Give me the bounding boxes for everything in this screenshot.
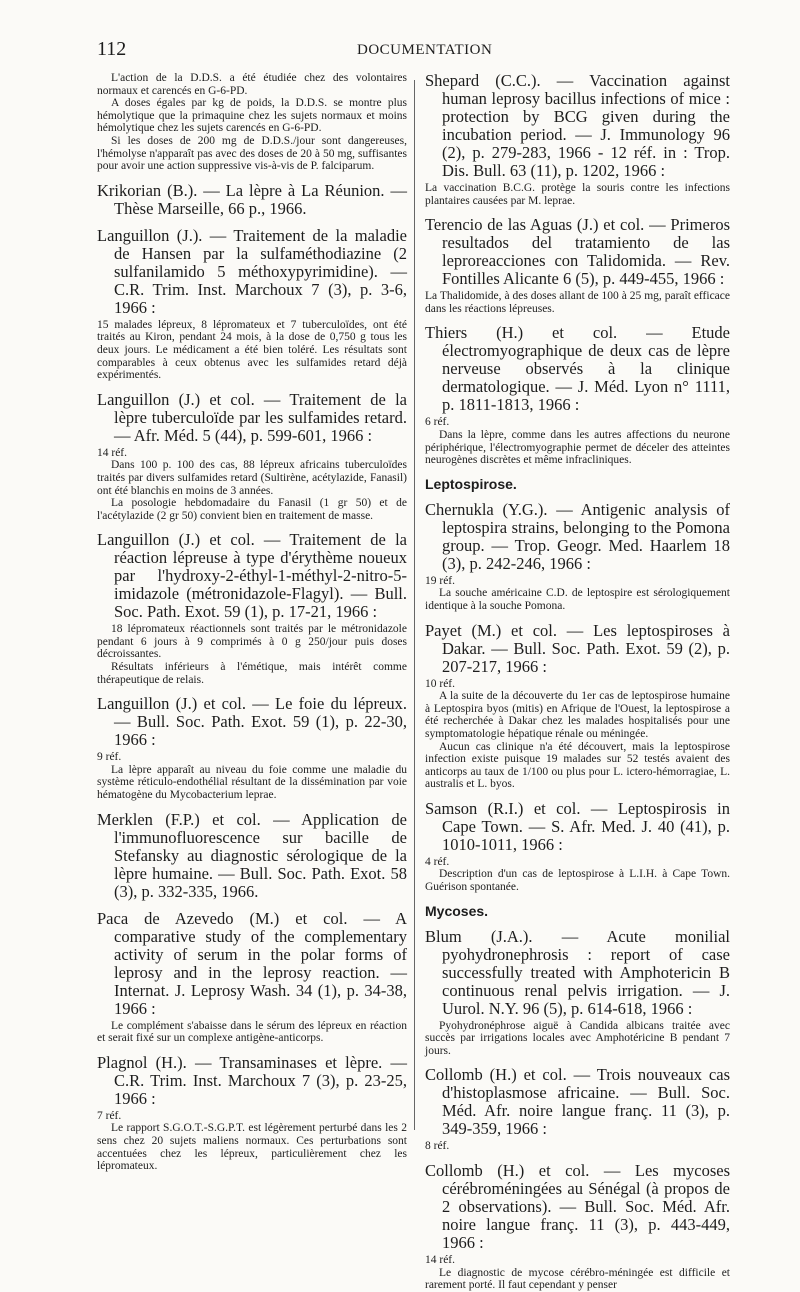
- citation: Blum (J.A.). — Acute monilial pyohydronephrosis : report of case successfully treated with Amphotericin B continuous renal pelvis irrigation. — J. Uurol. N.Y. 96 (5), p. 614-618, 1966 :: [425, 926, 730, 1018]
- entry-paca-de-azevedo: [97, 910, 407, 1045]
- abstract-paragraph: 15 malades lépreux, 8 lépromateux et 7 tuberculoïdes, ont été traités au Kiron, pendant 24 mois, à la dose de 0,750 g tous les deux jours. Le médicament a été bien toléré. Les résultats sont comparables à ceux obtenus avec les sulfamides retard déjà expérimentés.: [97, 318, 407, 382]
- abstract-paragraph: A la suite de la découverte du 1er cas de leptospirose humaine à Leptospira byos (mitis) en Afrique de l'Ouest, la leptospirose a été recherchée à Dakar chez les malades hospitalisés pour une symptomatologie hépatique rénale ou méningée.: [425, 690, 730, 740]
- abstract-paragraph: Dans 100 p. 100 des cas, 88 lépreux africains tuberculoïdes traités par divers sulfamides retard (Sultirène, acétylazide, Fanasil) ont été blanchis en moins de 3 années.: [97, 459, 407, 497]
- citation: Languillon (J.) et col. — Traitement de la lèpre tuberculoïde par les sulfamides retard. — Afr. Méd. 5 (44), p. 599-601, 1966 :: [97, 389, 407, 445]
- entry-blum: [425, 928, 730, 1058]
- reference-count: 6 réf.: [425, 416, 450, 429]
- entry-merklen: [97, 811, 407, 901]
- entry-thiers: [425, 324, 730, 466]
- citation: Languillon (J.) et col. — Le foie du lépreux. — Bull. Soc. Path. Exot. 59 (1), p. 22-30, 1966 :: [97, 694, 407, 750]
- entry-krikorian: [97, 182, 407, 218]
- abstract-paragraph: Le diagnostic de mycose cérébro-méningée est difficile et rarement porté. Il faut cependant y penser: [425, 1266, 730, 1292]
- page-header: [97, 38, 717, 68]
- page-number: 112: [97, 38, 127, 60]
- citation: Chernukla (Y.G.). — Antigenic analysis of leptospira strains, belonging to the Pomona group. — Trop. Geogr. Med. Haarlem 18 (3), p. 242-246, 1966 :: [425, 499, 730, 573]
- running-title: DOCUMENTATION: [357, 42, 493, 58]
- entry-samson: [425, 800, 730, 894]
- reference-count: 7 réf.: [97, 1109, 122, 1122]
- reference-count: 14 réf.: [425, 1254, 456, 1267]
- citation: Thiers (H.) et col. — Etude électromyographique de deux cas de lèpre nerveuse observés à la clinique dermatologique. — J. Méd. Lyon n° 1111, p. 1811-1813, 1966 :: [425, 323, 730, 415]
- section-heading-mycoses: Mycoses.: [425, 902, 489, 919]
- abstract-paragraph: Résultats inférieurs à l'émétique, mais intérêt comme thérapeutique de relais.: [97, 661, 407, 686]
- citation: Samson (R.I.) et col. — Leptospirosis in Cape Town. — S. Afr. Med. J. 40 (41), p. 1010-1011, 1966 :: [425, 798, 730, 854]
- citation: Collomb (H.) et col. — Les mycoses cérébroméningées au Sénégal (à propos de 2 observations). — Bull. Soc. Méd. Afr. noire langue franç. 11 (3), p. 443-449, 1966 :: [425, 1161, 730, 1253]
- abstract-paragraph: Aucun cas clinique n'a été découvert, mais la leptospirose infection existe puisque 19 malades sur 52 testés avaient des anticorps au taux de 1/100 ou plus pour L. ictero-hémorragiae, L. australis et L. byos.: [425, 740, 730, 791]
- abstract-paragraph: Pyohydronéphrose aiguë à Candida albicans traitée avec succès par irrigations locales avec Amphotéricine B pendant 7 jours.: [425, 1019, 730, 1057]
- citation: Languillon (J.). — Traitement de la maladie de Hansen par la sulfaméthodiazine (2 sulfanilamido 5 méthoxypyrimidine). — C.R. Trim. Inst. Marchoux 7 (3), p. 3-6, 1966 :: [97, 225, 407, 317]
- reference-count: 4 réf.: [425, 855, 450, 868]
- abstract-paragraph: Description d'un cas de leptospirose à L.I.H. à Cape Town. Guérison spontanée.: [425, 868, 730, 894]
- entry-languillon-sulfamethodiazine: [97, 227, 407, 382]
- section-heading-leptospirose: Leptospirose.: [425, 475, 517, 492]
- entry-plagnol: [97, 1054, 407, 1173]
- right-column: [425, 71, 730, 1292]
- entry-languillon-foie: [97, 695, 407, 801]
- entry-collomb-mycoses: [425, 1162, 730, 1292]
- abstract-paragraph: La Thalidomide, à des doses allant de 100 à 25 mg, paraît efficace dans les réactions lépreuses.: [425, 290, 730, 315]
- intro-abstract: [97, 72, 407, 173]
- entry-languillon-erytheme: [97, 531, 407, 686]
- citation: Shepard (C.C.). — Vaccination against human leprosy bacillus infections of mice : protection by BCG given during the incubation period. — J. Immunology 96 (2), p. 279-283, 1966 - 12 réf. in : Trop. Dis. Bull. 63 (11), p. 1202, 1966 :: [425, 71, 730, 180]
- citation: Payet (M.) et col. — Les leptospiroses à Dakar. — Bull. Soc. Path. Exot. 59 (2), p. 207-217, 1966 :: [425, 620, 730, 676]
- abstract-paragraph: A doses égales par kg de poids, la D.D.S. se montre plus hémolytique que la primaquine chez les sujets normaux et moins hémolytique chez les sujets carencés en G-6-PD.: [97, 97, 407, 135]
- reference-count: 10 réf.: [425, 677, 456, 690]
- abstract-paragraph: Le rapport S.G.O.T.-S.G.P.T. est légèrement perturbé dans les 2 sens chez 20 sujets maliens normaux. Ces perturbations sont accentuées chez les lépreux, particulièrement chez les lépromateux.: [97, 1122, 407, 1173]
- abstract-paragraph: La souche américaine C.D. de leptospire est sérologiquement identique à la souche Pomona.: [425, 587, 730, 612]
- entry-payet: [425, 622, 730, 791]
- reference-count: 14 réf.: [97, 446, 128, 459]
- abstract-paragraph: La posologie hebdomadaire du Fanasil (1 gr 50) et de l'acétylazide (2 gr 50) convient bien en traitement de masse.: [97, 497, 407, 522]
- citation: Merklen (F.P.) et col. — Application de l'immunofluorescence sur bacille de Stefansky au diagnostic sérologique de la lèpre humaine. — Bull. Soc. Path. Exot. 58 (3), p. 332-335, 1966.: [97, 809, 407, 901]
- abstract-paragraph: Le complément s'abaisse dans le sérum des lépreux en réaction et serait fixé sur un complexe antigène-anticorps.: [97, 1019, 407, 1045]
- abstract-paragraph: Si les doses de 200 mg de D.D.S./jour sont dangereuses, l'hémolyse n'apparaît pas avec des doses de 20 à 50 mg, suffisantes pour avoir une action suppressive vis-à-vis de P. falciparum.: [97, 134, 407, 173]
- abstract-paragraph: La lèpre apparaît au niveau du foie comme une maladie du système réticulo-endothélial résultant de la dissémination par voie hématogène du Mycobacterium leprae.: [97, 763, 407, 802]
- citation: Collomb (H.) et col. — Trois nouveaux cas d'histoplasmose africaine. — Bull. Soc. Méd. Afr. noire langue franç. 11 (3), p. 349-359, 1966 :: [425, 1065, 730, 1139]
- citation: Terencio de las Aguas (J.) et col. — Primeros resultados del tratamiento de las leproreacciones con Talidomida. — Rev. Fontilles Alicante 6 (5), p. 449-455, 1966 :: [425, 215, 730, 289]
- reference-count: 19 réf.: [425, 574, 456, 587]
- entry-terencio: [425, 216, 730, 315]
- column-divider: [414, 80, 415, 1130]
- entry-languillon-tuberculoide: [97, 391, 407, 523]
- citation: Plagnol (H.). — Transaminases et lèpre. — C.R. Trim. Inst. Marchoux 7 (3), p. 23-25, 1966 :: [97, 1052, 407, 1108]
- abstract-paragraph: 18 lépromateux réactionnels sont traités par le métronidazole pendant 6 jours à 9 comprimés à 0 g 250/jour puis doses décroissantes.: [97, 623, 407, 661]
- abstract-paragraph: Dans la lèpre, comme dans les autres affections du neurone périphérique, l'électromyographie permet de déceler des atteintes neurogènes discrètes et même infracliniques.: [425, 428, 730, 467]
- entry-chernukla: [425, 501, 730, 613]
- abstract-paragraph: La vaccination B.C.G. protège la souris contre les infections plantaires causées par M. leprae.: [425, 182, 730, 207]
- reference-count: 9 réf.: [97, 751, 122, 764]
- entry-collomb-histoplasmose: [425, 1066, 730, 1153]
- citation: Krikorian (B.). — La lèpre à La Réunion. — Thèse Marseille, 66 p., 1966.: [97, 180, 407, 218]
- left-column: [97, 72, 407, 1173]
- abstract-paragraph: L'action de la D.D.S. a été étudiée chez des volontaires normaux et carencés en G-6-PD.: [97, 72, 407, 97]
- citation: Languillon (J.) et col. — Traitement de la réaction lépreuse à type d'érythème noueux par l'hydroxy-2-éthyl-1-méthyl-2-nitro-5-imidazole (métronidazole-Flagyl). — Bull. Soc. Path. Exot. 59 (1), p. 17-21, 1966 :: [97, 530, 407, 622]
- entry-shepard: [425, 72, 730, 207]
- reference-count: 8 réf.: [425, 1140, 450, 1153]
- citation: Paca de Azevedo (M.) et col. — A comparative study of the complementary activity of serum in the polar forms of leprosy and in the leprosy reaction. — Internat. J. Leprosy Wash. 34 (1), p. 34-38, 1966 :: [97, 908, 407, 1018]
